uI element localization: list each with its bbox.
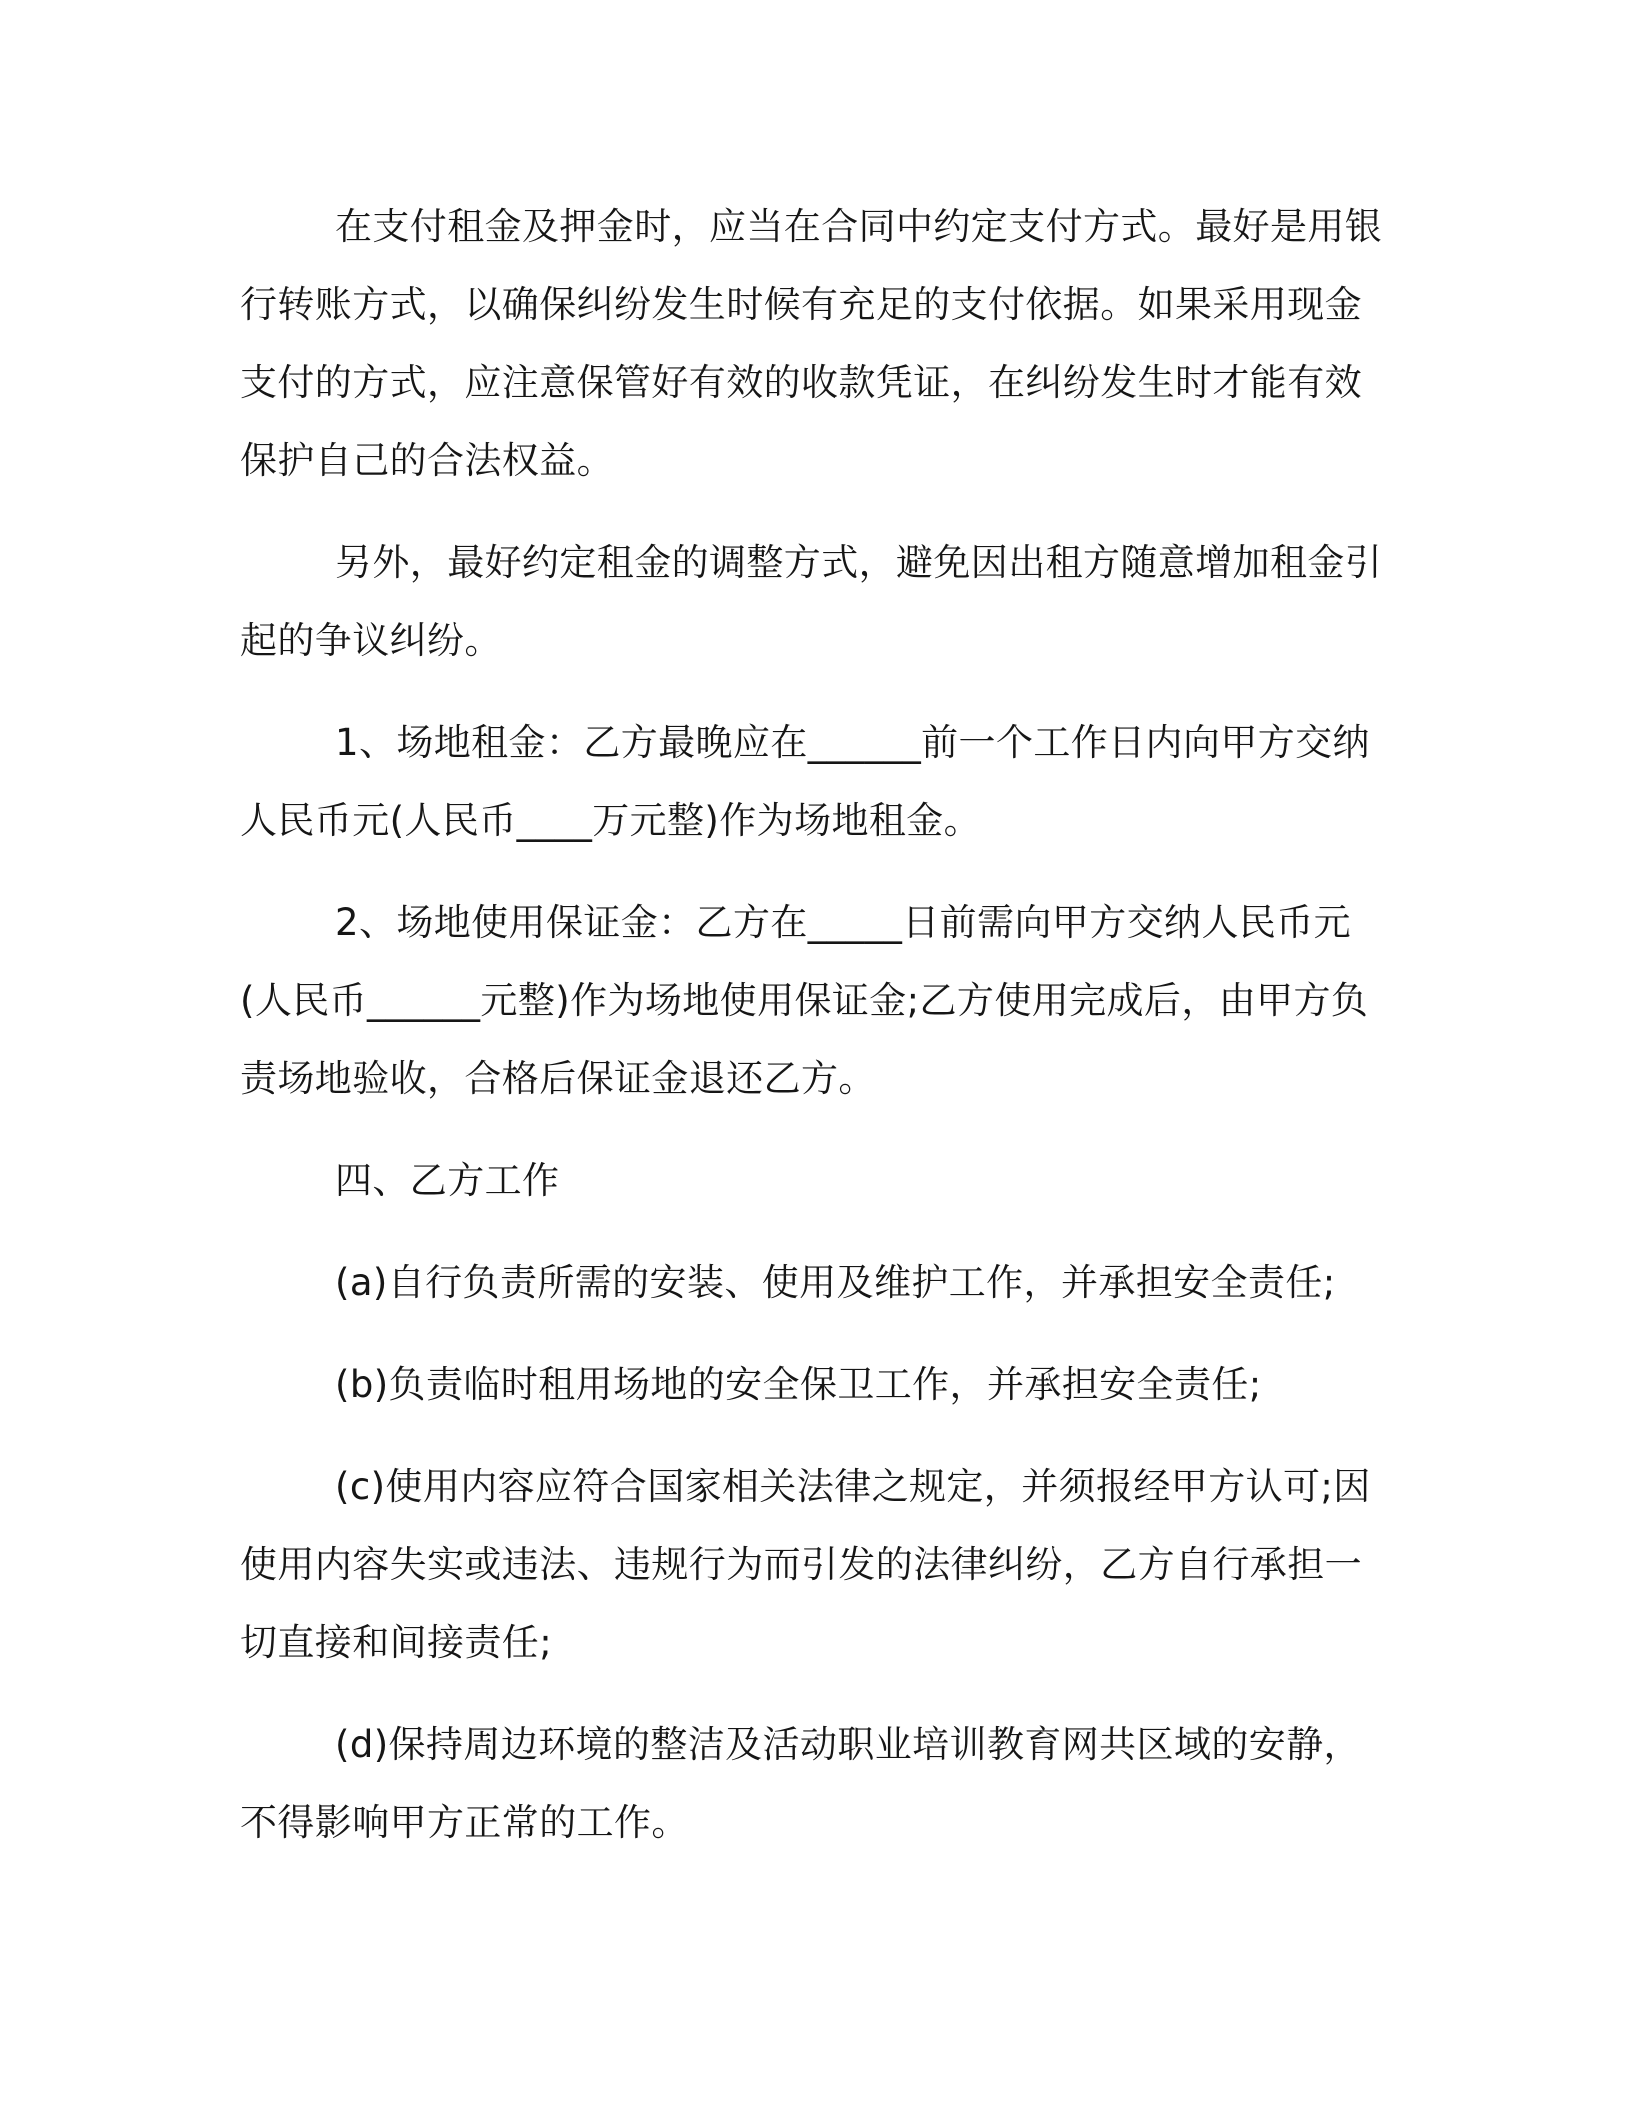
text-line: 保护自己的合法权益。	[240, 439, 614, 482]
text-line: 不得影响甲方正常的工作。	[240, 1801, 689, 1844]
list-item-c	[240, 1448, 1375, 1682]
text-line: (c)使用内容应符合国家相关法律之规定，并须报经甲方认可;因	[335, 1465, 1371, 1508]
paragraph-payment-method	[240, 188, 1383, 500]
text-line: (人民币______元整)作为场地使用保证金;乙方使用完成后，由甲方负	[240, 979, 1369, 1022]
text-line: 另外，最好约定租金的调整方式，避免因出租方随意增加租金引	[335, 541, 1383, 584]
text-line: 2、场地使用保证金：乙方在_____日前需向甲方交纳人民币元	[335, 901, 1352, 944]
text-line: 使用内容失实或违法、违规行为而引发的法律纠纷，乙方自行承担一	[240, 1543, 1362, 1586]
list-item-d	[240, 1706, 1375, 1862]
text-line: 切直接和间接责任;	[240, 1621, 553, 1664]
section-heading-text: 四、乙方工作	[335, 1159, 560, 1202]
text-line: 人民币元(人民币____万元整)作为场地租金。	[240, 799, 982, 842]
document-body	[240, 188, 1383, 1886]
section-heading	[240, 1142, 1375, 1220]
text-line: (a)自行负责所需的安装、使用及维护工作，并承担安全责任;	[335, 1261, 1336, 1304]
text-line: (d)保持周边环境的整洁及活动职业培训教育网共区域的安静，	[335, 1723, 1361, 1766]
text-line: 起的争议纠纷。	[240, 619, 502, 662]
paragraph-venue-rent	[240, 704, 1375, 860]
paragraph-rent-adjustment	[240, 524, 1383, 680]
list-item-a	[240, 1244, 1375, 1322]
paragraph-deposit	[240, 884, 1375, 1118]
text-line: 在支付租金及押金时，应当在合同中约定支付方式。最好是用银	[335, 205, 1383, 248]
text-line: 责场地验收，合格后保证金退还乙方。	[240, 1057, 876, 1100]
text-line: 行转账方式，以确保纠纷发生时候有充足的支付依据。如果采用现金	[240, 283, 1362, 326]
text-line: 支付的方式，应注意保管好有效的收款凭证，在纠纷发生时才能有效	[240, 361, 1362, 404]
text-line: 1、场地租金：乙方最晚应在______前一个工作日内向甲方交纳	[335, 721, 1370, 764]
list-item-b	[240, 1346, 1375, 1424]
text-line: (b)负责临时租用场地的安全保卫工作，并承担安全责任;	[335, 1363, 1262, 1406]
